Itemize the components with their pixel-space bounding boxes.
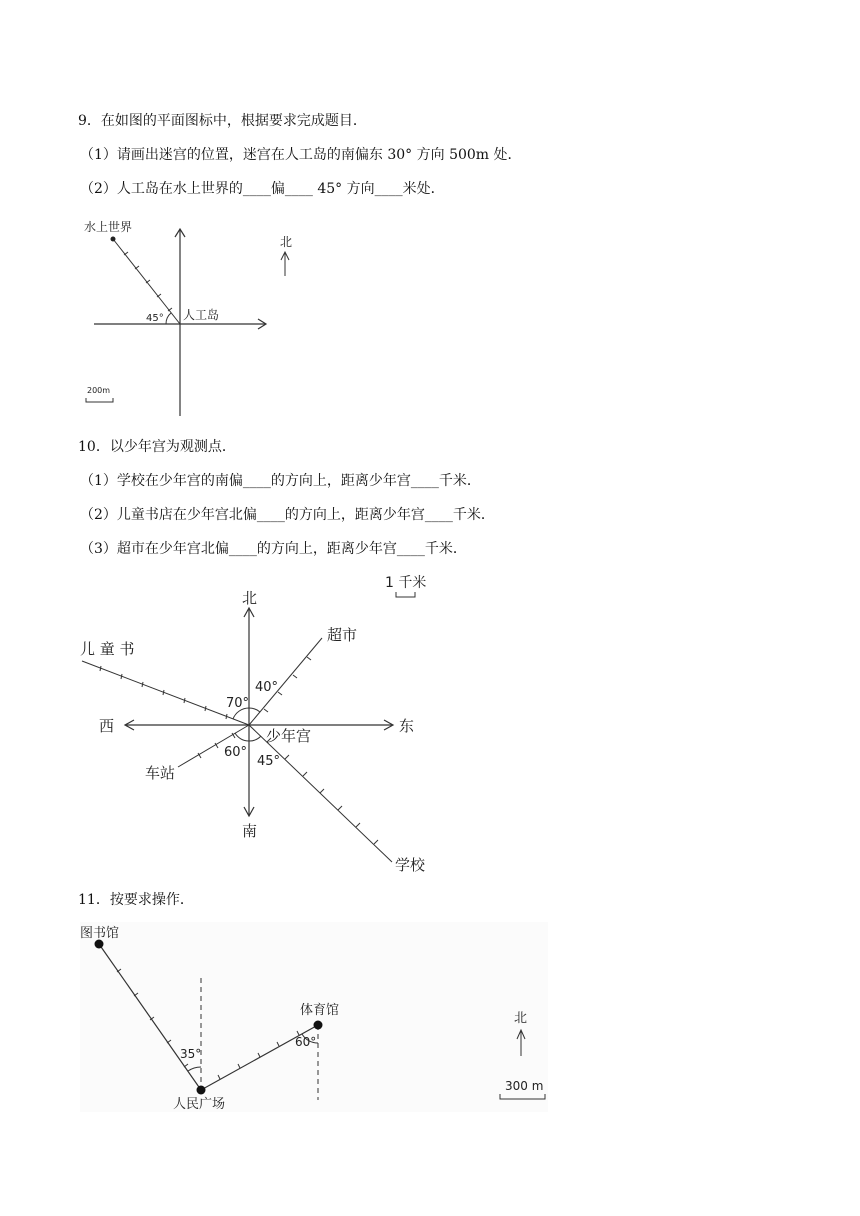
q11-scale-label: 300 m (505, 1079, 544, 1093)
q10-bookstore-label: 儿 童 书 (80, 640, 135, 658)
q10-angle-40: 40° (255, 680, 279, 695)
q11-plaza-dot (197, 1086, 206, 1095)
q10-angle-60: 60° (224, 745, 248, 760)
q11-angle-35: 35° (180, 1047, 202, 1061)
q11-north-label: 北 (514, 1011, 528, 1026)
q11-plaza-label: 人民广场 (173, 1097, 226, 1112)
q10-school-label: 学校 (395, 856, 426, 874)
q11-title: 11．按要求操作． (78, 892, 194, 908)
q11-gym-label: 体育馆 (300, 1003, 340, 1018)
q11-library-label: 图书馆 (80, 926, 120, 941)
q9-island-label: 人工岛 (183, 308, 220, 322)
q9-part1: （1）请画出迷宫的位置，迷宫在人工岛的南偏东 30° 方向 500m 处． (80, 147, 522, 163)
q11-gym-dot (314, 1021, 323, 1030)
q9-scale-label: 200m (87, 386, 111, 395)
q10-angle-70: 70° (226, 696, 250, 711)
q10-title: 10．以少年宫为观测点． (78, 439, 236, 455)
q9-water-world-label: 水上世界 (84, 220, 133, 234)
q10-station-label: 车站 (145, 764, 176, 782)
q10-north-label: 北 (242, 589, 258, 607)
q9-north-label: 北 (280, 235, 293, 249)
q9-title: 9．在如图的平面图标中，根据要求完成题目． (78, 113, 367, 129)
q9-angle-label: 45° (146, 313, 164, 324)
q10-south-label: 南 (242, 822, 258, 840)
q10-part1: （1）学校在少年宫的南偏____的方向上，距离少年宫____千米． (80, 473, 481, 489)
q9-part2: （2）人工岛在水上世界的____偏____ 45° 方向____米处． (80, 181, 445, 197)
q10-center-label: 少年宫 (266, 727, 312, 745)
q10-part3: （3）超市在少年宫北偏____的方向上，距离少年宫____千米． (80, 541, 467, 557)
q10-part2: （2）儿童书店在少年宫北偏____的方向上，距离少年宫____千米． (80, 507, 495, 523)
q11-angle-60: 60° (295, 1035, 317, 1049)
q10-angle-45: 45° (257, 754, 281, 769)
q10-east-label: 东 (399, 717, 415, 735)
q10-scale-label: 1 千米 (385, 575, 427, 591)
q10-supermarket-label: 超市 (327, 626, 358, 644)
q10-west-label: 西 (99, 717, 115, 735)
